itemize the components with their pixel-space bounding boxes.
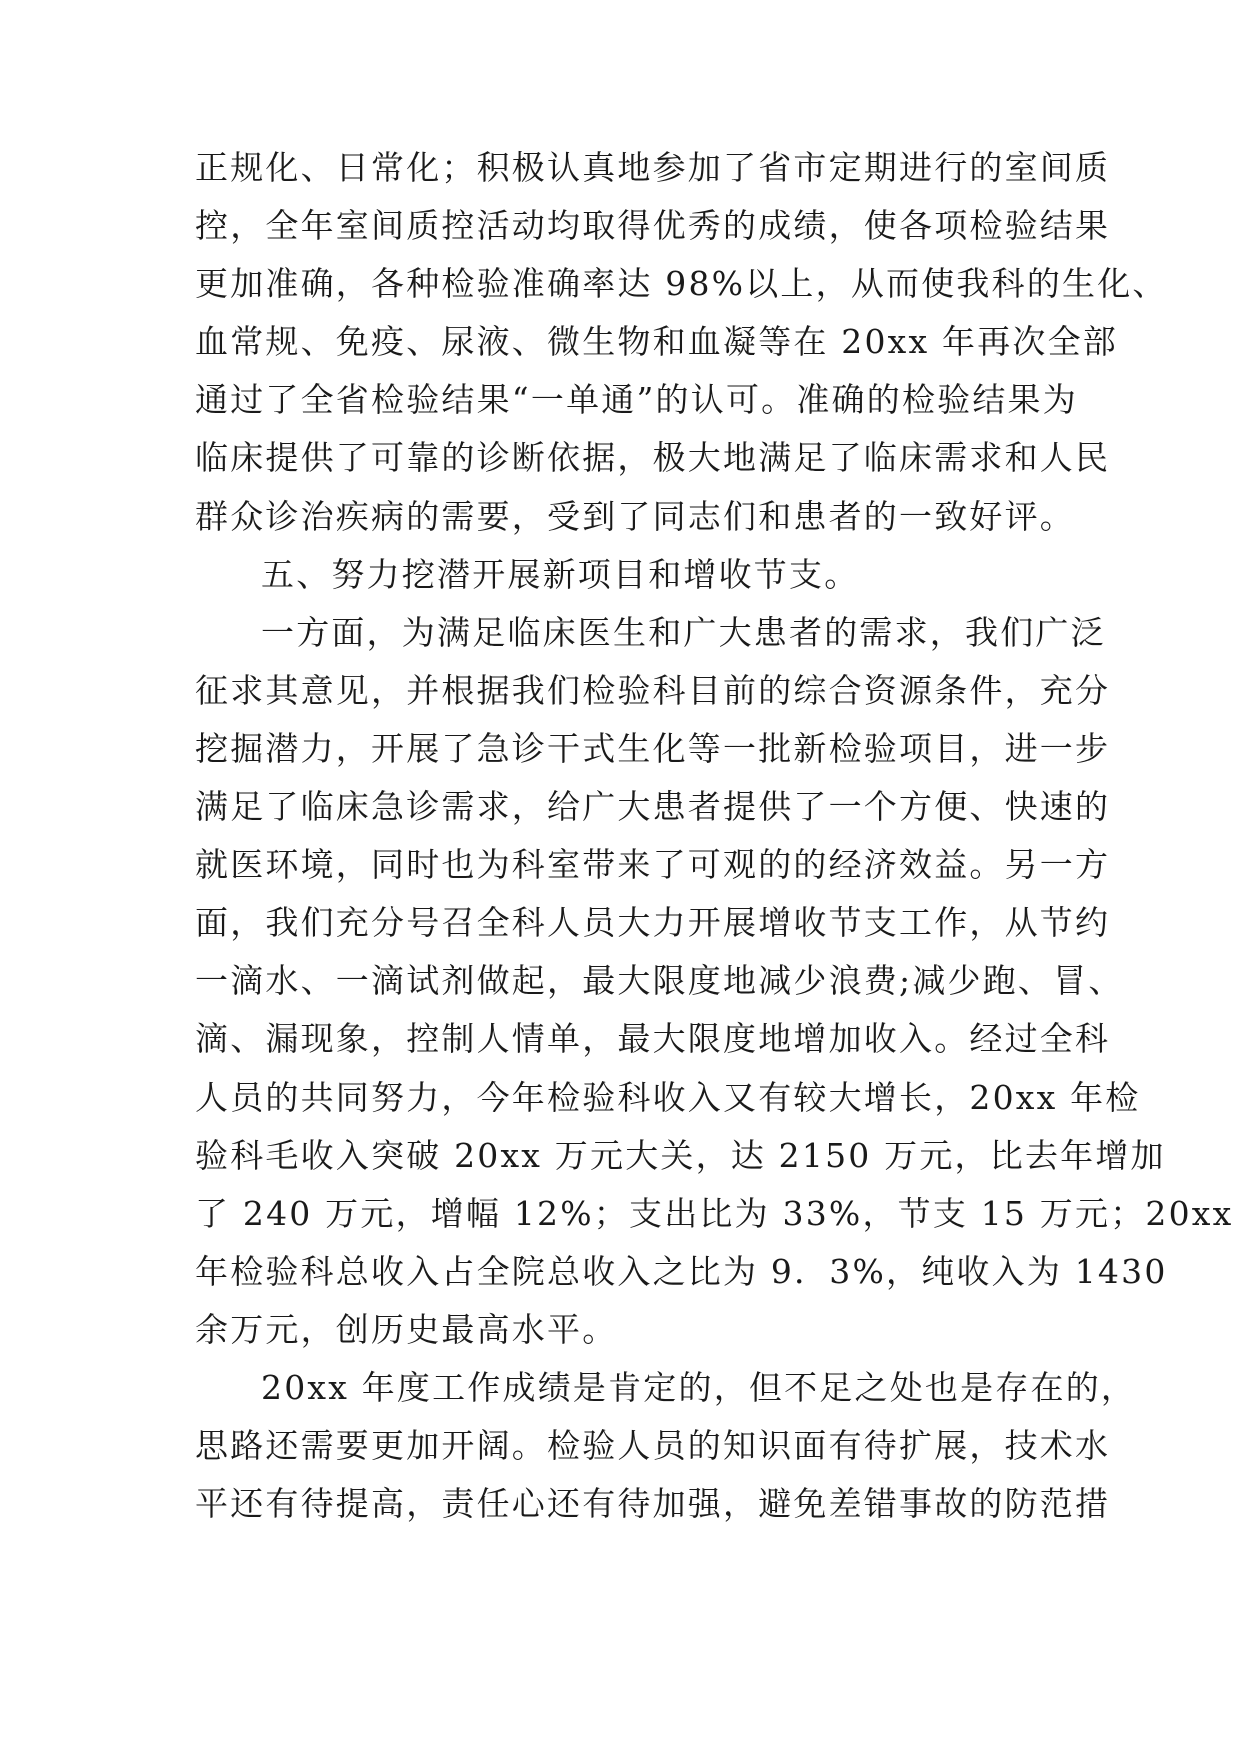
text-line: 年检验科总收入占全院总收入之比为 9．3%，纯收入为 1430	[195, 1251, 1168, 1291]
text-line: 思路还需要更加开阔。检验人员的知识面有待扩展，技术水	[195, 1426, 1111, 1466]
text-line: 一滴水、一滴试剂做起，最大限度地减少浪费;减少跑、冒、	[195, 961, 1124, 1001]
text-line: 滴、漏现象，控制人情单，最大限度地增加收入。经过全科	[195, 1019, 1111, 1059]
text-line: 更加准确，各种检验准确率达 98%以上，从而使我科的生化、	[195, 264, 1168, 304]
text-line: 挖掘潜力，开展了急诊干式生化等一批新检验项目，进一步	[195, 728, 1111, 768]
text-line: 就医环境，同时也为科室带来了可观的的经济效益。另一方	[195, 845, 1111, 885]
text-line: 了 240 万元，增幅 12%；支出比为 33%，节支 15 万元；20xx	[195, 1193, 1234, 1233]
text-line: 面，我们充分号召全科人员大力开展增收节支工作，从节约	[195, 903, 1111, 943]
body-text	[195, 139, 1234, 1533]
text-line: 群众诊治疾病的需要，受到了同志们和患者的一致好评。	[195, 496, 1075, 536]
text-line: 临床提供了可靠的诊断依据，极大地满足了临床需求和人民	[195, 438, 1111, 478]
text-line: 平还有待提高，责任心还有待加强，避免差错事故的防范措	[195, 1484, 1111, 1524]
text-line: 血常规、免疫、尿液、微生物和血凝等在 20xx 年再次全部	[195, 322, 1118, 362]
text-line: 正规化、日常化；积极认真地参加了省市定期进行的室间质	[195, 148, 1111, 187]
text-line: 人员的共同努力，今年检验科收入又有较大增长，20xx 年检	[195, 1077, 1141, 1117]
text-line: 一方面，为满足临床医生和广大患者的需求，我们广泛	[261, 612, 1106, 652]
text-line: 余万元，创历史最高水平。	[195, 1309, 618, 1349]
text-line: 验科毛收入突破 20xx 万元大关，达 2150 万元，比去年增加	[195, 1135, 1166, 1175]
text-line: 20xx 年度工作成绩是肯定的，但不足之处也是存在的，	[261, 1367, 1137, 1407]
text-line: 控，全年室间质控活动均取得优秀的成绩，使各项检验结果	[195, 206, 1111, 246]
text-line: 征求其意见，并根据我们检验科目前的综合资源条件，充分	[195, 670, 1111, 710]
text-line: 五、努力挖潜开展新项目和增收节支。	[261, 554, 860, 594]
text-line: 满足了临床急诊需求，给广大患者提供了一个方便、快速的	[195, 787, 1111, 827]
text-line: 通过了全省检验结果“一单通”的认可。准确的检验结果为	[195, 380, 1078, 420]
